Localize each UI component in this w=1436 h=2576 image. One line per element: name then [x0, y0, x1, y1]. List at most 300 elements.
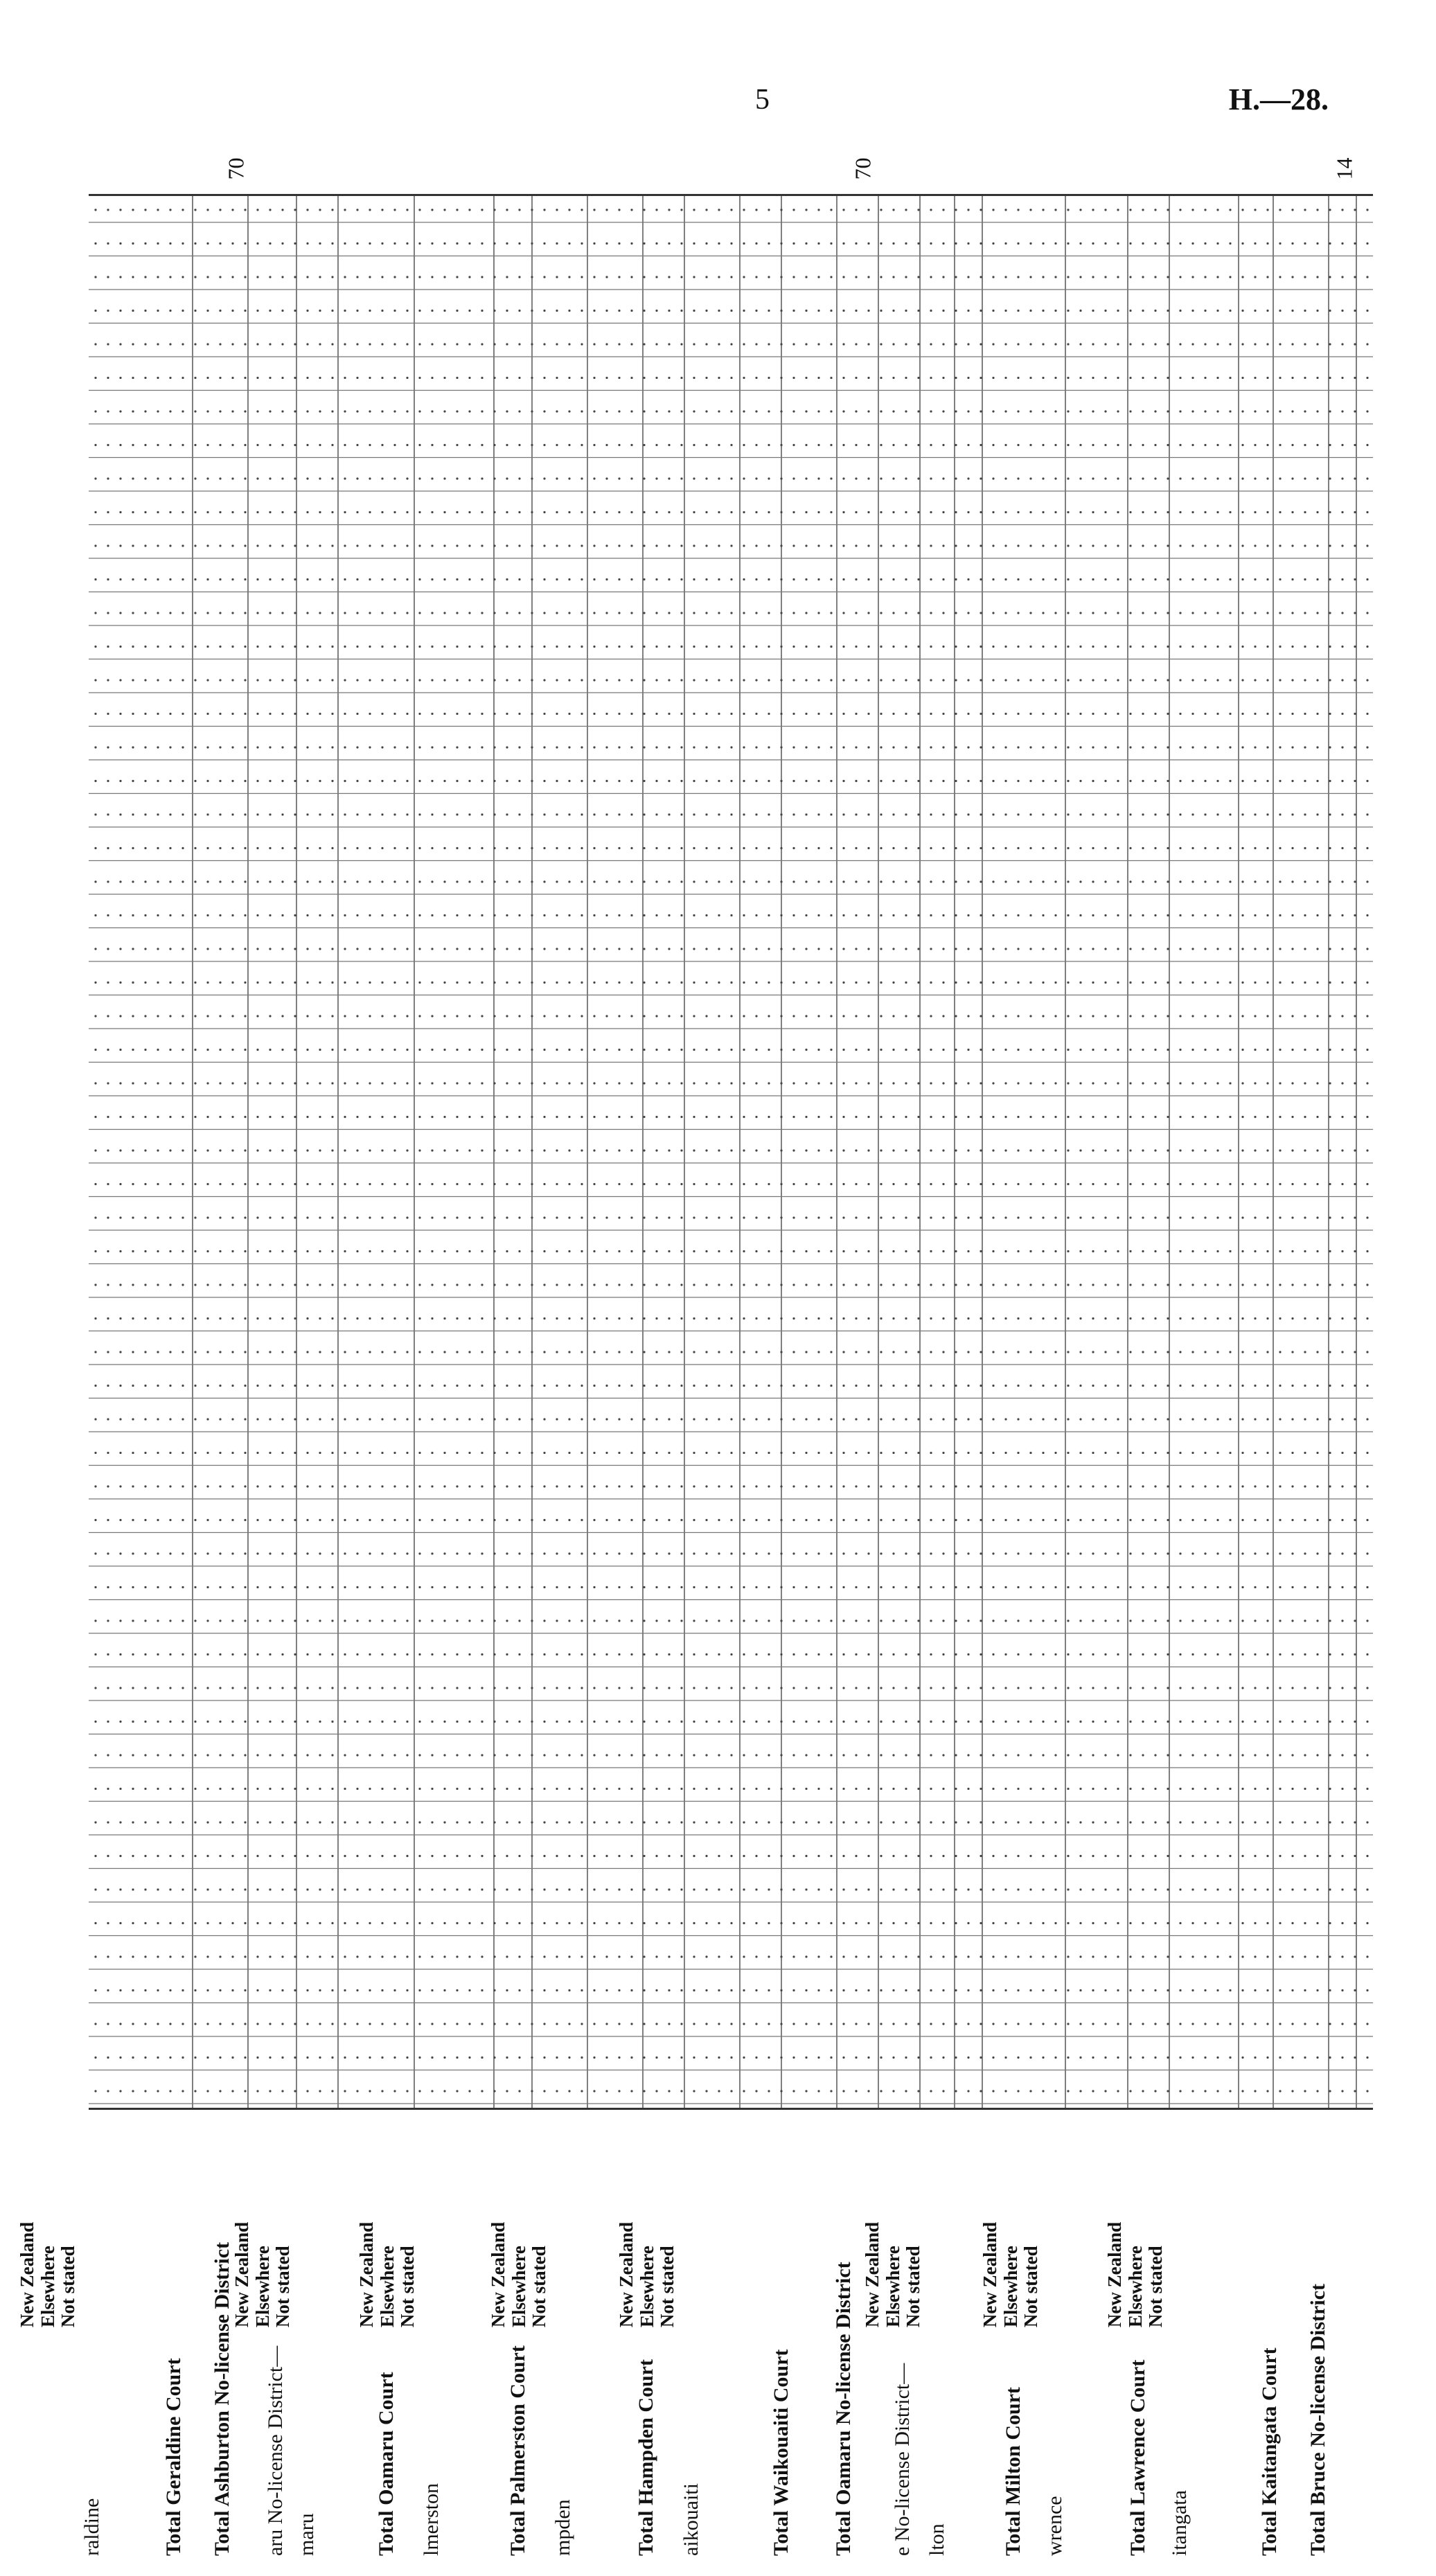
- leader-dot: [630, 1653, 632, 1655]
- leader-dot: [780, 242, 782, 245]
- leader-dot: [768, 1418, 770, 1420]
- leader-dot: [792, 578, 795, 580]
- leader-dot: [768, 981, 770, 984]
- leader-dot: [94, 1754, 96, 1756]
- leader-dot: [1241, 444, 1243, 446]
- leader-dot: [144, 780, 146, 782]
- leader-dot: [593, 1049, 595, 1051]
- leader-dot: [493, 1653, 495, 1655]
- leader-dot: [132, 544, 134, 547]
- leader-dot: [381, 1485, 383, 1487]
- leader-dot: [730, 1082, 732, 1084]
- leader-dot: [892, 276, 894, 278]
- leader-dot: [680, 1351, 682, 1353]
- leader-dot: [930, 746, 932, 748]
- leader-dot: [356, 1519, 358, 1521]
- leader-dot: [381, 377, 383, 379]
- leader-dot: [418, 1485, 420, 1487]
- leader-dot: [1029, 746, 1031, 748]
- leader-dot: [830, 1183, 832, 1185]
- leader-dot: [755, 1015, 757, 1017]
- leader-dot: [618, 1250, 620, 1252]
- leader-dot: [780, 1653, 782, 1655]
- leader-dot: [331, 1485, 333, 1487]
- leader-dot: [980, 208, 982, 211]
- leader-dot: [1254, 1250, 1256, 1252]
- leader-dot: [992, 880, 994, 882]
- leader-dot: [867, 1351, 869, 1353]
- leader-dot: [244, 847, 246, 849]
- leader-dot: [830, 477, 832, 479]
- leader-dot: [269, 914, 271, 916]
- leader-dot: [1042, 1216, 1044, 1218]
- leader-dot: [144, 1250, 146, 1252]
- leader-dot: [418, 1216, 420, 1218]
- leader-dot: [543, 1519, 545, 1521]
- leader-dot: [381, 1183, 383, 1185]
- leader-dot: [468, 310, 470, 312]
- leader-dot: [1304, 544, 1306, 547]
- leader-dot: [194, 1049, 196, 1051]
- leader-dot: [506, 612, 508, 614]
- leader-dot: [1092, 410, 1094, 412]
- leader-dot: [1191, 477, 1194, 479]
- leader-dot: [942, 444, 944, 446]
- leader-dot: [1179, 1385, 1181, 1387]
- leader-dot: [680, 1653, 682, 1655]
- leader-dot: [1341, 880, 1343, 882]
- leader-dot: [967, 780, 969, 782]
- leader-dot: [1279, 1754, 1281, 1756]
- leader-dot: [830, 746, 832, 748]
- leader-dot: [1254, 1586, 1256, 1588]
- leader-dot: [618, 1485, 620, 1487]
- leader-dot: [718, 310, 720, 312]
- leader-dot: [980, 1687, 982, 1689]
- leader-dot: [618, 242, 620, 245]
- leader-dot: [1054, 578, 1056, 580]
- leader-dot: [94, 310, 96, 312]
- leader-dot: [855, 1653, 857, 1655]
- leader-dot: [281, 310, 283, 312]
- leader-dot: [1254, 511, 1256, 513]
- leader-dot: [1304, 1687, 1306, 1689]
- leader-dot: [718, 1149, 720, 1151]
- leader-dot: [256, 310, 258, 312]
- leader-dot: [867, 847, 869, 849]
- leader-dot: [169, 612, 171, 614]
- leader-dot: [992, 276, 994, 278]
- leader-dot: [1167, 780, 1169, 782]
- leader-dot: [1092, 377, 1094, 379]
- leader-dot: [780, 1687, 782, 1689]
- leader-dot: [531, 1418, 533, 1420]
- leader-dot: [231, 1788, 233, 1790]
- leader-dot: [481, 1485, 483, 1487]
- leader-dot: [805, 713, 807, 715]
- leader-dot: [144, 208, 146, 211]
- leader-dot: [1291, 208, 1293, 211]
- leader-dot: [880, 948, 882, 950]
- leader-dot: [169, 544, 171, 547]
- leader-dot: [393, 1116, 396, 1118]
- leader-dot: [955, 1721, 957, 1723]
- leader-dot: [356, 948, 358, 950]
- leader-dot: [231, 477, 233, 479]
- leader-dot: [468, 1418, 470, 1420]
- leader-dot: [1129, 1619, 1131, 1622]
- leader-dot: [730, 646, 732, 648]
- leader-dot: [157, 1149, 159, 1151]
- leader-dot: [1029, 1485, 1031, 1487]
- leader-dot: [867, 981, 869, 984]
- leader-dot: [443, 1754, 445, 1756]
- leader-dot: [630, 1519, 632, 1521]
- leader-dot: [1079, 1216, 1081, 1218]
- leader-dot: [568, 1183, 570, 1185]
- leader-dot: [830, 1687, 832, 1689]
- leader-dot: [244, 1015, 246, 1017]
- leader-dot: [817, 880, 819, 882]
- leader-dot: [593, 1385, 595, 1387]
- leader-dot: [493, 1183, 495, 1185]
- leader-dot: [1004, 242, 1007, 245]
- leader-dot: [817, 1418, 819, 1420]
- leader-dot: [1179, 410, 1181, 412]
- leader-dot: [980, 948, 982, 950]
- leader-dot: [630, 1385, 632, 1387]
- leader-dot: [468, 880, 470, 882]
- leader-dot: [294, 310, 296, 312]
- leader-dot: [518, 1452, 520, 1454]
- leader-dot: [1017, 746, 1019, 748]
- leader-dot: [980, 1049, 982, 1051]
- leader-dot: [593, 1418, 595, 1420]
- leader-dot: [967, 511, 969, 513]
- leader-dot: [1266, 1049, 1268, 1051]
- leader-dot: [1054, 948, 1056, 950]
- leader-dot: [817, 612, 819, 614]
- leader-dot: [992, 1283, 994, 1286]
- leader-dot: [1117, 242, 1119, 245]
- leader-dot: [294, 1485, 296, 1487]
- leader-dot: [1216, 544, 1218, 547]
- leader-dot: [132, 1351, 134, 1353]
- leader-dot: [718, 1586, 720, 1588]
- leader-dot: [531, 1015, 533, 1017]
- leader-dot: [493, 1049, 495, 1051]
- leader-dot: [1104, 477, 1106, 479]
- leader-dot: [393, 780, 396, 782]
- leader-dot: [755, 1721, 757, 1723]
- leader-dot: [755, 1317, 757, 1320]
- leader-dot: [244, 1721, 246, 1723]
- leader-dot: [468, 914, 470, 916]
- leader-dot: [905, 1317, 907, 1320]
- leader-dot: [630, 477, 632, 479]
- leader-dot: [593, 679, 595, 681]
- leader-dot: [1017, 1418, 1019, 1420]
- leader-dot: [1254, 1552, 1256, 1554]
- leader-dot: [917, 1452, 919, 1454]
- leader-dot: [543, 1149, 545, 1151]
- leader-dot: [157, 1519, 159, 1521]
- leader-dot: [805, 1586, 807, 1588]
- leader-dot: [1042, 477, 1044, 479]
- leader-dot: [381, 646, 383, 648]
- leader-dot: [730, 1452, 732, 1454]
- leader-dot: [556, 646, 558, 648]
- leader-dot: [1191, 1015, 1194, 1017]
- leader-dot: [867, 242, 869, 245]
- leader-dot: [531, 1485, 533, 1487]
- leader-dot: [94, 1552, 96, 1554]
- leader-dot: [493, 1149, 495, 1151]
- leader-dot: [867, 679, 869, 681]
- leader-dot: [1304, 377, 1306, 379]
- leader-dot: [930, 444, 932, 446]
- leader-dot: [319, 511, 321, 513]
- leader-dot: [556, 948, 558, 950]
- leader-dot: [1341, 1116, 1343, 1118]
- leader-dot: [1354, 1351, 1356, 1353]
- leader-dot: [842, 981, 844, 984]
- leader-dot: [1279, 1149, 1281, 1151]
- leader-dot: [1042, 1653, 1044, 1655]
- leader-dot: [256, 1452, 258, 1454]
- leader-dot: [618, 880, 620, 882]
- leader-dot: [1167, 276, 1169, 278]
- leader-dot: [344, 1015, 346, 1017]
- leader-dot: [693, 1250, 695, 1252]
- leader-dot: [1104, 410, 1106, 412]
- leader-dot: [917, 343, 919, 345]
- leader-dot: [768, 1216, 770, 1218]
- leader-dot: [556, 1082, 558, 1084]
- leader-dot: [1341, 981, 1343, 984]
- leader-dot: [880, 1519, 882, 1521]
- leader-dot: [1204, 1082, 1206, 1084]
- leader-dot: [406, 1653, 408, 1655]
- leader-dot: [605, 1216, 608, 1218]
- leader-dot: [481, 1250, 483, 1252]
- leader-dot: [556, 1687, 558, 1689]
- leader-dot: [1279, 981, 1281, 984]
- leader-dot: [144, 1351, 146, 1353]
- leader-dot: [805, 1216, 807, 1218]
- leader-dot: [393, 1082, 396, 1084]
- leader-dot: [206, 1183, 209, 1185]
- leader-dot: [718, 1721, 720, 1723]
- leader-dot: [830, 242, 832, 245]
- leader-dot: [980, 1183, 982, 1185]
- leader-dot: [531, 914, 533, 916]
- leader-dot: [1204, 1250, 1206, 1252]
- leader-dot: [817, 1049, 819, 1051]
- leader-dot: [1104, 1082, 1106, 1084]
- leader-dot: [331, 544, 333, 547]
- leader-dot: [955, 1015, 957, 1017]
- leader-dot: [481, 1452, 483, 1454]
- leader-dot: [855, 1015, 857, 1017]
- leader-dot: [967, 377, 969, 379]
- leader-dot: [219, 578, 221, 580]
- leader-dot: [1092, 1049, 1094, 1051]
- leader-dot: [344, 1619, 346, 1622]
- leader-dot: [256, 1418, 258, 1420]
- leader-dot: [1366, 410, 1368, 412]
- leader-dot: [768, 1317, 770, 1320]
- leader-dot: [593, 544, 595, 547]
- leader-dot: [955, 914, 957, 916]
- leader-dot: [1054, 1552, 1056, 1554]
- leader-dot: [680, 477, 682, 479]
- leader-dot: [817, 242, 819, 245]
- leader-dot: [1291, 981, 1293, 984]
- leader-dot: [1017, 1586, 1019, 1588]
- leader-dot: [1054, 343, 1056, 345]
- leader-dot: [256, 1049, 258, 1051]
- leader-dot: [1229, 1082, 1231, 1084]
- leader-dot: [967, 1351, 969, 1353]
- leader-dot: [842, 1183, 844, 1185]
- leader-dot: [356, 1216, 358, 1218]
- leader-dot: [1241, 1418, 1243, 1420]
- leader-dot: [1366, 242, 1368, 245]
- leader-dot: [157, 1418, 159, 1420]
- leader-dot: [1354, 377, 1356, 379]
- leader-dot: [281, 1519, 283, 1521]
- leader-dot: [468, 1183, 470, 1185]
- leader-dot: [1079, 1586, 1081, 1588]
- leader-dot: [1279, 544, 1281, 547]
- leader-dot: [1204, 847, 1206, 849]
- leader-dot: [1104, 1552, 1106, 1554]
- leader-dot: [643, 880, 645, 882]
- leader-dot: [743, 880, 745, 882]
- leader-dot: [319, 646, 321, 648]
- leader-dot: [655, 948, 657, 950]
- leader-dot: [543, 276, 545, 278]
- leader-dot: [244, 1283, 246, 1286]
- leader-dot: [855, 1418, 857, 1420]
- leader-dot: [880, 511, 882, 513]
- leader-dot: [281, 1049, 283, 1051]
- leader-dot: [643, 1788, 645, 1790]
- leader-dot: [1167, 1015, 1169, 1017]
- leader-dot: [393, 1619, 396, 1622]
- leader-dot: [1042, 780, 1044, 782]
- leader-dot: [244, 1653, 246, 1655]
- leader-dot: [867, 1049, 869, 1051]
- leader-dot: [992, 511, 994, 513]
- leader-dot: [1167, 1149, 1169, 1151]
- leader-dot: [369, 813, 371, 815]
- leader-dot: [967, 578, 969, 580]
- leader-dot: [1279, 276, 1281, 278]
- leader-dot: [1229, 544, 1231, 547]
- leader-dot: [593, 1015, 595, 1017]
- leader-dot: [905, 1049, 907, 1051]
- leader-dot: [905, 847, 907, 849]
- leader-dot: [1341, 343, 1343, 345]
- leader-dot: [1341, 1385, 1343, 1387]
- leader-dot: [580, 1452, 583, 1454]
- leader-dot: [269, 242, 271, 245]
- leader-dot: [1017, 1250, 1019, 1252]
- leader-dot: [456, 813, 458, 815]
- leader-dot: [493, 242, 495, 245]
- leader-dot: [1179, 780, 1181, 782]
- leader-dot: [1254, 813, 1256, 815]
- leader-dot: [917, 1485, 919, 1487]
- leader-dot: [1029, 1082, 1031, 1084]
- leader-dot: [780, 679, 782, 681]
- leader-dot: [543, 713, 545, 715]
- leader-dot: [1341, 242, 1343, 245]
- leader-dot: [1167, 444, 1169, 446]
- leader-dot: [543, 208, 545, 211]
- leader-dot: [431, 1149, 433, 1151]
- leader-dot: [1117, 880, 1119, 882]
- leader-dot: [867, 1586, 869, 1588]
- leader-dot: [730, 1317, 732, 1320]
- leader-dot: [306, 880, 308, 882]
- leader-dot: [618, 511, 620, 513]
- leader-dot: [668, 1351, 670, 1353]
- leader-dot: [369, 377, 371, 379]
- leader-dot: [1104, 948, 1106, 950]
- leader-dot: [281, 1250, 283, 1252]
- leader-dot: [418, 847, 420, 849]
- leader-dot: [506, 847, 508, 849]
- leader-dot: [518, 1149, 520, 1151]
- leader-dot: [1216, 1586, 1218, 1588]
- leader-dot: [743, 1216, 745, 1218]
- leader-dot: [518, 310, 520, 312]
- leader-dot: [1254, 208, 1256, 211]
- leader-dot: [643, 1385, 645, 1387]
- leader-dot: [730, 511, 732, 513]
- leader-dot: [1142, 813, 1144, 815]
- leader-dot: [1092, 343, 1094, 345]
- leader-dot: [281, 1015, 283, 1017]
- leader-dot: [917, 1721, 919, 1723]
- leader-dot: [381, 1788, 383, 1790]
- leader-dot: [1191, 1317, 1194, 1320]
- leader-dot: [668, 1754, 670, 1756]
- leader-dot: [269, 1452, 271, 1454]
- leader-dot: [630, 948, 632, 950]
- leader-dot: [1291, 646, 1293, 648]
- leader-dot: [880, 847, 882, 849]
- leader-dot: [1092, 847, 1094, 849]
- leader-dot: [356, 1116, 358, 1118]
- leader-dot: [730, 914, 732, 916]
- leader-dot: [543, 1049, 545, 1051]
- leader-dot: [892, 679, 894, 681]
- leader-dot: [680, 1788, 682, 1790]
- leader-dot: [107, 1687, 109, 1689]
- leader-dot: [668, 1552, 670, 1554]
- leader-dot: [443, 1452, 445, 1454]
- leader-dot: [1017, 444, 1019, 446]
- leader-dot: [630, 1485, 632, 1487]
- leader-dot: [1154, 310, 1156, 312]
- leader-dot: [1092, 1183, 1094, 1185]
- leader-dot: [792, 544, 795, 547]
- leader-dot: [867, 1385, 869, 1387]
